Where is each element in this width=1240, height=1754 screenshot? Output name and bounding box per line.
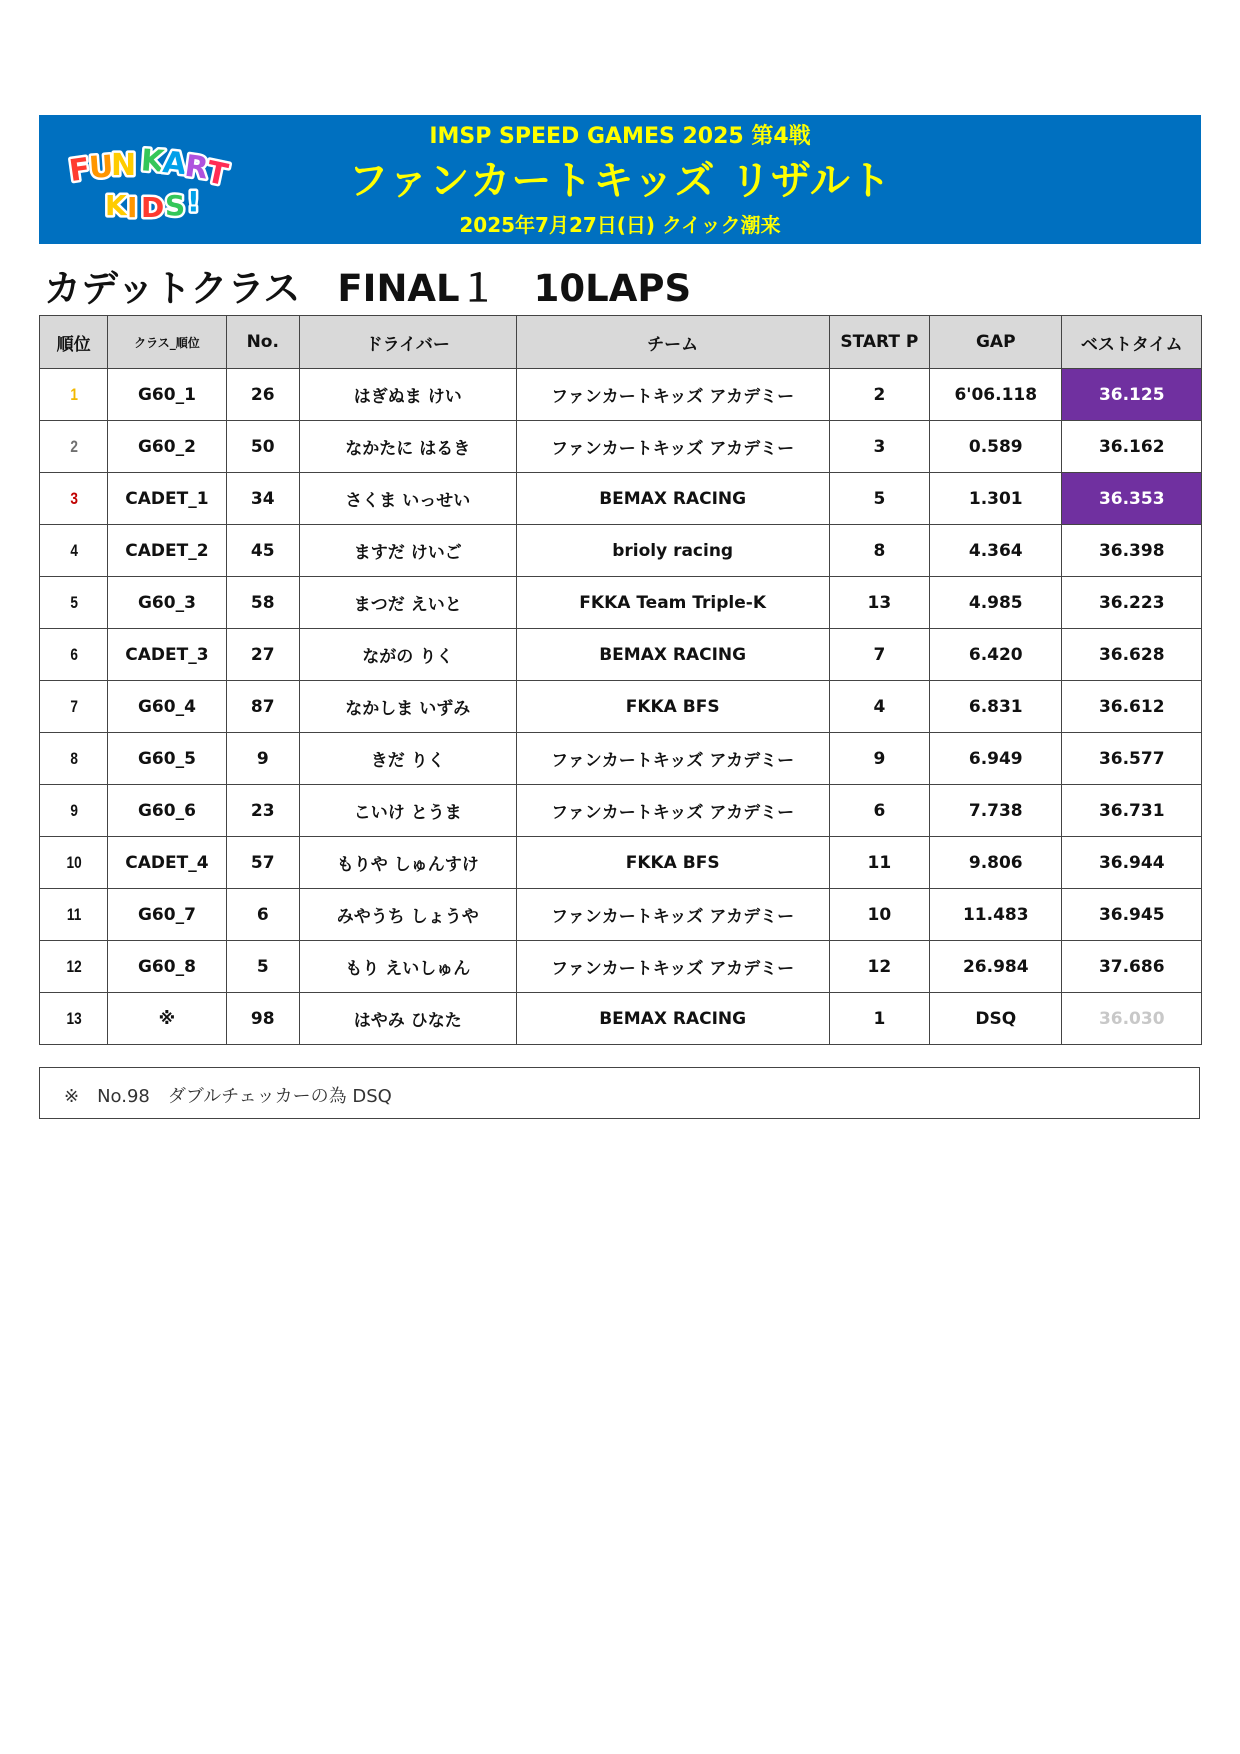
gap-cell: 7.738 [930, 785, 1062, 837]
table-row [40, 785, 1202, 837]
position-cell: 13 [46, 993, 101, 1045]
kart-number-cell: 27 [226, 629, 299, 681]
svg-text:!: ! [187, 185, 200, 218]
svg-text:N: N [111, 148, 137, 183]
table-row [40, 577, 1202, 629]
position-cell: 5 [46, 577, 101, 629]
start-position-cell: 2 [829, 369, 929, 421]
best-time-cell: 36.353 [1062, 473, 1202, 525]
table-row [40, 421, 1202, 473]
start-position-cell: 7 [829, 629, 929, 681]
start-position-cell: 13 [829, 577, 929, 629]
col-header-gap: GAP [930, 316, 1062, 369]
best-time-cell: 36.398 [1062, 525, 1202, 577]
team-cell: ファンカートキッズ アカデミー [516, 941, 829, 993]
start-position-cell: 11 [829, 837, 929, 889]
gap-cell: 6.420 [930, 629, 1062, 681]
position-cell: 1 [46, 369, 101, 421]
best-time-cell: 36.030 [1062, 993, 1202, 1045]
class-position-cell: G60_2 [108, 421, 226, 473]
svg-text:I: I [127, 191, 138, 224]
gap-cell: 26.984 [930, 941, 1062, 993]
start-position-cell: 1 [829, 993, 929, 1045]
driver-cell: もりや しゅんすけ [299, 837, 516, 889]
class-position-cell: G60_3 [108, 577, 226, 629]
position-cell: 2 [46, 421, 101, 473]
position-cell: 9 [46, 785, 101, 837]
position-cell: 11 [46, 889, 101, 941]
event-date-venue: 2025年7月27日(日) クイック潮来 [459, 213, 781, 237]
best-time-cell: 36.944 [1062, 837, 1202, 889]
gap-cell: 6.831 [930, 681, 1062, 733]
best-time-cell: 36.577 [1062, 733, 1202, 785]
table-row [40, 941, 1202, 993]
gap-cell: 0.589 [930, 421, 1062, 473]
position-cell: 10 [46, 837, 101, 889]
start-position-cell: 6 [829, 785, 929, 837]
gap-cell: 4.985 [930, 577, 1062, 629]
footnote-box [39, 1067, 1200, 1119]
position-cell: 8 [46, 733, 101, 785]
col-header-best-time: ベストタイム [1062, 316, 1202, 369]
header-banner [39, 115, 1201, 244]
svg-text:D: D [141, 191, 165, 224]
kart-number-cell: 57 [226, 837, 299, 889]
svg-text:K: K [105, 189, 127, 222]
svg-text:U: U [87, 149, 115, 186]
kart-number-cell: 45 [226, 525, 299, 577]
team-cell: ファンカートキッズ アカデミー [516, 889, 829, 941]
driver-cell: ますだ けいご [299, 525, 516, 577]
table-row [40, 525, 1202, 577]
gap-cell: 6'06.118 [930, 369, 1062, 421]
class-position-cell: G60_5 [108, 733, 226, 785]
event-name: IMSP SPEED GAMES 2025 第4戦 [429, 124, 811, 149]
position-cell: 12 [46, 941, 101, 993]
gap-cell: 1.301 [930, 473, 1062, 525]
kart-number-cell: 98 [226, 993, 299, 1045]
table-row [40, 733, 1202, 785]
table-header-row [40, 316, 1202, 369]
gap-cell: 9.806 [930, 837, 1062, 889]
driver-cell: こいけ とうま [299, 785, 516, 837]
team-cell: brioly racing [516, 525, 829, 577]
class-position-cell: G60_8 [108, 941, 226, 993]
gap-cell: DSQ [930, 993, 1062, 1045]
class-position-cell: ※ [108, 993, 226, 1045]
team-cell: BEMAX RACING [516, 993, 829, 1045]
class-title: カデットクラス FINAL１ 10LAPS [44, 267, 692, 310]
best-time-cell: 37.686 [1062, 941, 1202, 993]
table-row [40, 629, 1202, 681]
driver-cell: さくま いっせい [299, 473, 516, 525]
svg-text:T: T [203, 154, 231, 194]
best-time-cell: 36.945 [1062, 889, 1202, 941]
best-time-cell: 36.628 [1062, 629, 1202, 681]
kart-number-cell: 50 [226, 421, 299, 473]
best-time-cell: 36.223 [1062, 577, 1202, 629]
class-position-cell: CADET_2 [108, 525, 226, 577]
start-position-cell: 10 [829, 889, 929, 941]
col-header-position: 順位 [40, 316, 108, 369]
kart-number-cell: 34 [226, 473, 299, 525]
gap-cell: 4.364 [930, 525, 1062, 577]
driver-cell: みやうち しょうや [299, 889, 516, 941]
class-position-cell: G60_6 [108, 785, 226, 837]
start-position-cell: 12 [829, 941, 929, 993]
start-position-cell: 4 [829, 681, 929, 733]
best-time-cell: 36.731 [1062, 785, 1202, 837]
position-cell: 7 [46, 681, 101, 733]
driver-cell: きだ りく [299, 733, 516, 785]
table-row [40, 681, 1202, 733]
team-cell: ファンカートキッズ アカデミー [516, 785, 829, 837]
svg-text:S: S [165, 189, 186, 222]
svg-text:K: K [139, 143, 166, 180]
kart-number-cell: 23 [226, 785, 299, 837]
best-time-cell: 36.125 [1062, 369, 1202, 421]
table-row [40, 993, 1202, 1045]
driver-cell: はぎぬま けい [299, 369, 516, 421]
team-cell: BEMAX RACING [516, 629, 829, 681]
class-position-cell: G60_4 [108, 681, 226, 733]
col-header-start-position: START P [829, 316, 929, 369]
table-row [40, 473, 1202, 525]
col-header-team: チーム [516, 316, 829, 369]
class-position-cell: G60_1 [108, 369, 226, 421]
driver-cell: ながの りく [299, 629, 516, 681]
driver-cell: なかしま いずみ [299, 681, 516, 733]
kart-number-cell: 87 [226, 681, 299, 733]
driver-cell: はやみ ひなた [299, 993, 516, 1045]
class-position-cell: CADET_4 [108, 837, 226, 889]
driver-cell: もり えいしゅん [299, 941, 516, 993]
start-position-cell: 8 [829, 525, 929, 577]
table-row [40, 837, 1202, 889]
table-row [40, 369, 1202, 421]
position-cell: 6 [46, 629, 101, 681]
team-cell: ファンカートキッズ アカデミー [516, 421, 829, 473]
position-cell: 4 [46, 525, 101, 577]
svg-text:A: A [161, 145, 188, 183]
svg-text:F: F [67, 151, 93, 190]
col-header-driver: ドライバー [299, 316, 516, 369]
kart-number-cell: 6 [226, 889, 299, 941]
position-cell: 3 [46, 473, 101, 525]
start-position-cell: 3 [829, 421, 929, 473]
team-cell: ファンカートキッズ アカデミー [516, 733, 829, 785]
driver-cell: まつだ えいと [299, 577, 516, 629]
class-position-cell: CADET_3 [108, 629, 226, 681]
col-header-class-position: クラス_順位 [108, 316, 226, 369]
class-position-cell: CADET_1 [108, 473, 226, 525]
driver-cell: なかたに はるき [299, 421, 516, 473]
page-title: ファンカートキッズ リザルト [348, 158, 892, 204]
col-header-number: No. [226, 316, 299, 369]
footnote-text: ※ No.98 ダブルチェッカーの為 DSQ [64, 1086, 392, 1107]
best-time-cell: 36.612 [1062, 681, 1202, 733]
kart-number-cell: 5 [226, 941, 299, 993]
gap-cell: 11.483 [930, 889, 1062, 941]
start-position-cell: 9 [829, 733, 929, 785]
start-position-cell: 5 [829, 473, 929, 525]
gap-cell: 6.949 [930, 733, 1062, 785]
kart-number-cell: 9 [226, 733, 299, 785]
kart-number-cell: 26 [226, 369, 299, 421]
svg-text:R: R [182, 148, 211, 187]
team-cell: FKKA BFS [516, 837, 829, 889]
best-time-cell: 36.162 [1062, 421, 1202, 473]
kart-number-cell: 58 [226, 577, 299, 629]
table-row [40, 889, 1202, 941]
team-cell: BEMAX RACING [516, 473, 829, 525]
team-cell: ファンカートキッズ アカデミー [516, 369, 829, 421]
results-table [39, 315, 1202, 1045]
class-position-cell: G60_7 [108, 889, 226, 941]
team-cell: FKKA Team Triple-K [516, 577, 829, 629]
team-cell: FKKA BFS [516, 681, 829, 733]
